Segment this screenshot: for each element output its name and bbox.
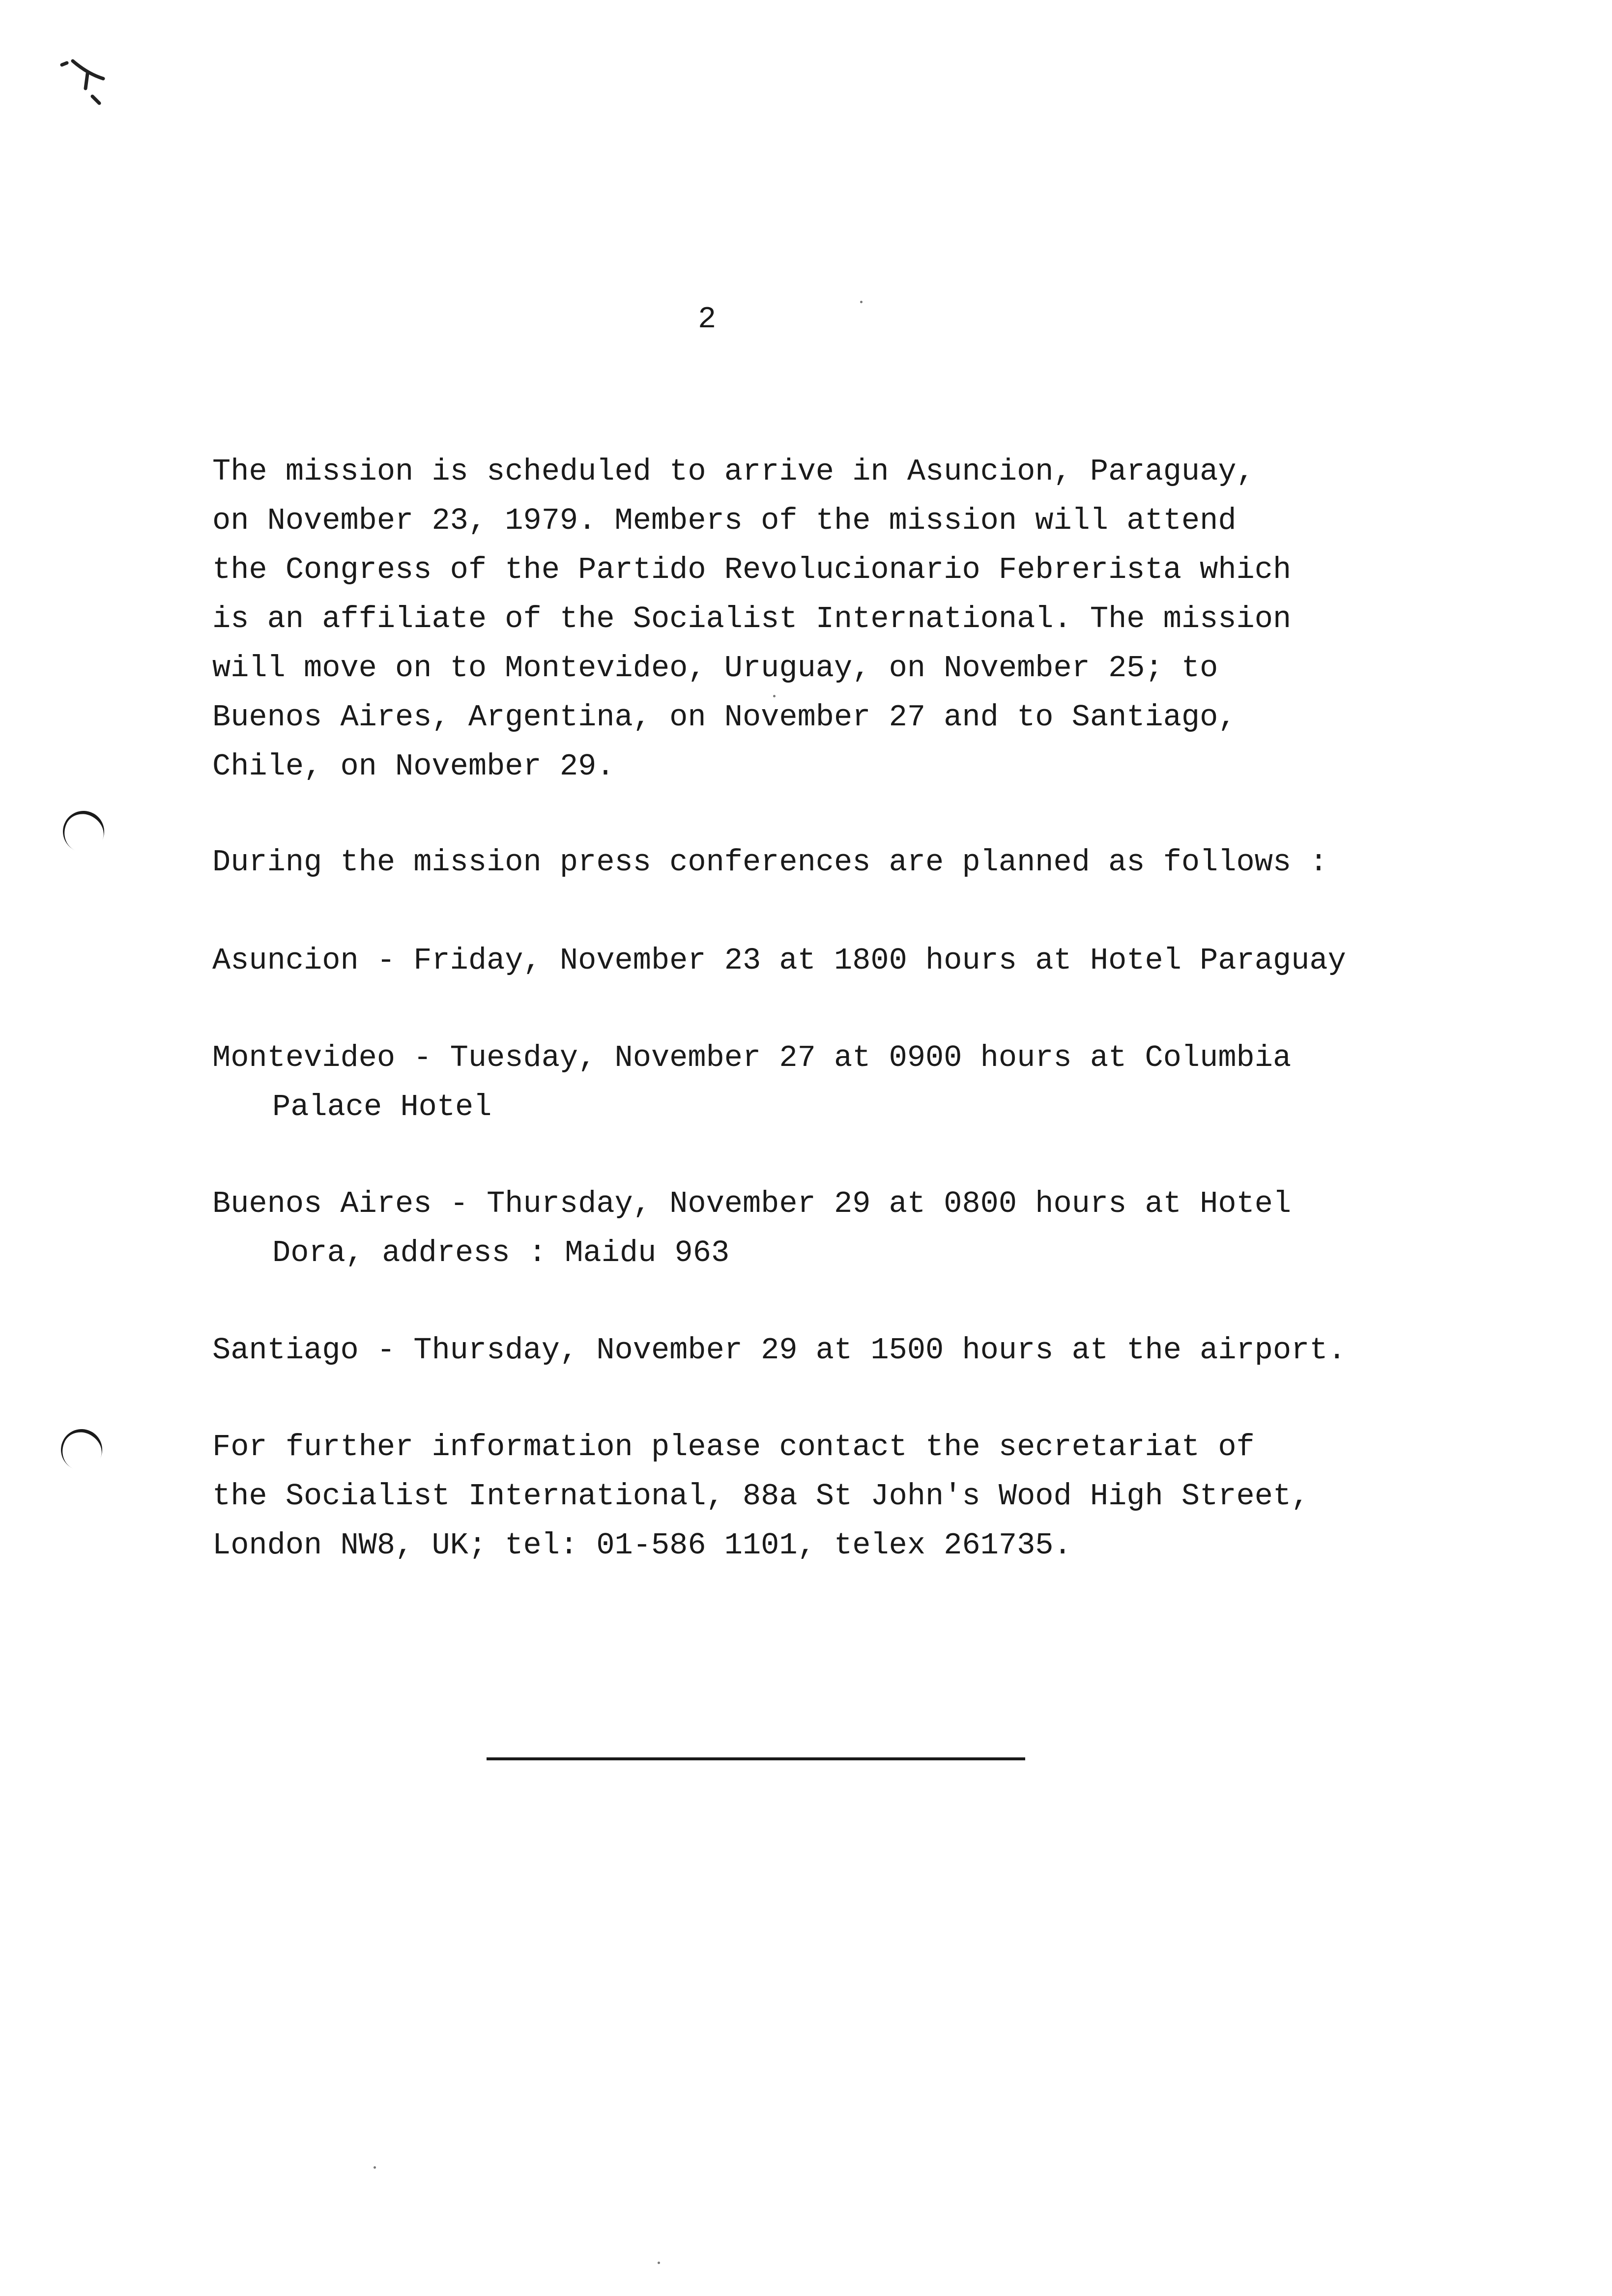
paragraph-line: Chile, on November 29. <box>212 749 615 784</box>
press-conference-montevideo <box>212 1033 1291 1132</box>
press-conference-line-continued: Dora, address : Maidu 963 <box>272 1235 730 1270</box>
punch-hole-icon <box>54 1422 109 1477</box>
press-conference-santiago <box>212 1326 1346 1375</box>
contact-line: London NW8, UK; tel: 01-586 1101, telex 261735. <box>212 1528 1072 1563</box>
press-intro-line: During the mission press conferences are planned as follows : <box>212 845 1328 880</box>
paragraph-line: Buenos Aires, Argentina, on November 27 and to Santiago, <box>212 700 1237 735</box>
page-number: 2 <box>698 302 717 337</box>
scan-speck <box>374 2166 376 2169</box>
contact-line: For further information please contact the secretariat of <box>212 1430 1255 1464</box>
punch-hole-icon <box>56 804 111 859</box>
closing-rule <box>487 1757 1025 1760</box>
press-intro <box>212 838 1328 887</box>
scan-speck <box>658 2262 660 2264</box>
press-conference-line: Santiago - Thursday, November 29 at 1500 hours at the airport. <box>212 1333 1346 1368</box>
paragraph-line: The mission is scheduled to arrive in Asuncion, Paraguay, <box>212 454 1255 489</box>
press-conference-asuncion <box>212 936 1346 985</box>
scan-speck <box>860 301 863 303</box>
paragraph-line: on November 23, 1979. Members of the mission will attend <box>212 503 1237 538</box>
press-conference-line: Asuncion - Friday, November 23 at 1800 hours at Hotel Paraguay <box>212 943 1346 978</box>
paragraph-line: will move on to Montevideo, Uruguay, on November 25; to <box>212 651 1218 686</box>
press-conference-line: Buenos Aires - Thursday, November 29 at 0800 hours at Hotel <box>212 1186 1292 1221</box>
mission-paragraph <box>212 447 1291 791</box>
contact-paragraph <box>212 1423 1309 1570</box>
staple-mark-icon <box>58 54 112 108</box>
contact-line: the Socialist International, 88a St John's Wood High Street, <box>212 1479 1310 1514</box>
paragraph-line: is an affiliate of the Socialist International. The mission <box>212 602 1292 636</box>
press-conference-line: Montevideo - Tuesday, November 27 at 0900 hours at Columbia <box>212 1040 1292 1075</box>
press-conference-line-continued: Palace Hotel <box>272 1090 492 1124</box>
press-conference-buenos-aires <box>212 1179 1291 1278</box>
paragraph-line: the Congress of the Partido Revolucionario Febrerista which <box>212 552 1292 587</box>
